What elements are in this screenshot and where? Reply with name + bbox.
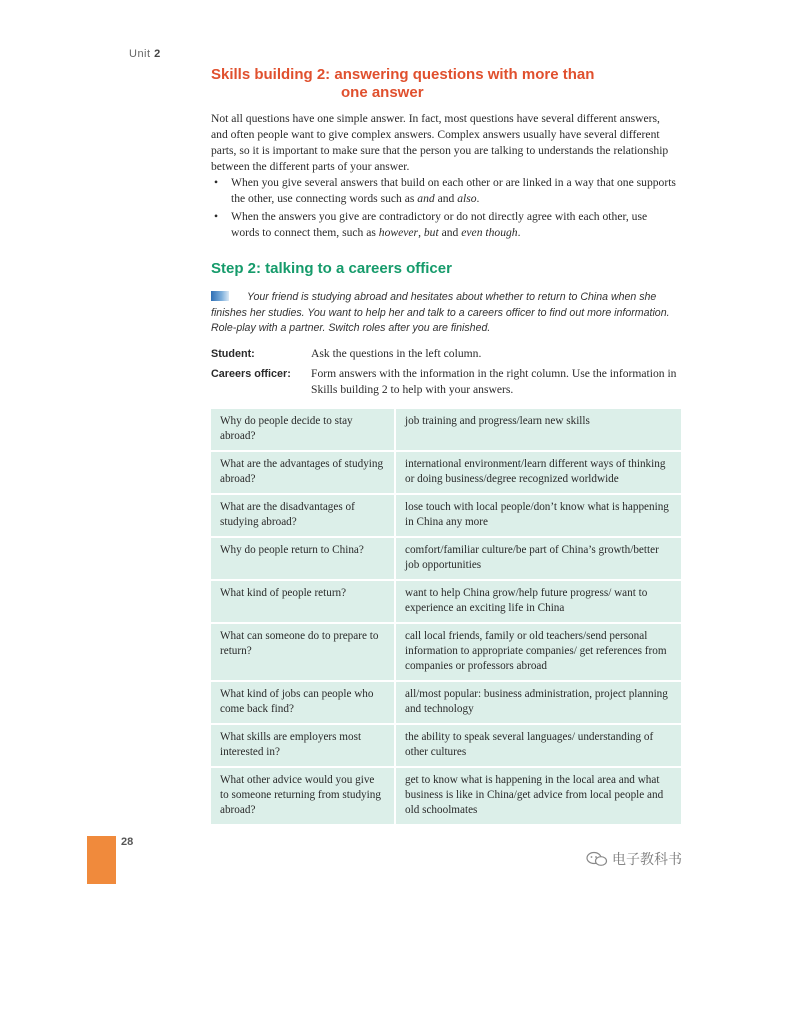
role-row-careers-officer: [211, 366, 677, 398]
question-cell: What can someone do to prepare to return?: [211, 623, 395, 681]
role-text: Ask the questions in the left column.: [311, 347, 482, 360]
answer-cell: lose touch with local people/don’t know what is happening in China any more: [395, 494, 681, 537]
qa-table: [211, 409, 681, 824]
section-title-line1: Skills building 2: answering questions with more than: [211, 66, 595, 83]
intro-paragraph: Not all questions have one simple answer. In fact, most questions have several different answers, and often people want to give complex answers. Complex answers usually have several different parts, so it is important to make sure that the person you are talking to understands the relationship between the different parts of your answer.: [211, 112, 669, 173]
answer-cell: call local friends, family or old teachers/send personal information to appropriate companies/ get references from companies or professors abroad: [395, 623, 681, 681]
table-row: [211, 681, 681, 724]
question-cell: What skills are employers most interested in?: [211, 724, 395, 767]
question-cell: What are the advantages of studying abroad?: [211, 451, 395, 494]
answer-cell: international environment/learn different ways of thinking or doing business/degree recognized worldwide: [395, 451, 681, 494]
table-row: [211, 451, 681, 494]
answer-cell: all/most popular: business administration, project planning and technology: [395, 681, 681, 724]
role-row-student: [211, 346, 677, 362]
table-row: [211, 409, 681, 451]
table-row: [211, 580, 681, 623]
page-number: 28: [121, 836, 134, 848]
wechat-icon: [586, 851, 608, 867]
answer-cell: get to know what is happening in the local area and what business is like in China/get advice from local people and old schoolmates: [395, 767, 681, 824]
activity-instructions: Your friend is studying abroad and hesitates about whether to return to China when she finishes her studies. You want to help her and talk to a careers officer to find out more information. Role-play with a partner. Switch roles after you are finished.: [211, 291, 670, 334]
table-row: [211, 724, 681, 767]
bullet-item: • When the answers you give are contradictory or do not directly agree with each other, use words to connect them, such as however, but and even though.: [214, 210, 648, 239]
table-row: [211, 494, 681, 537]
question-cell: What kind of people return?: [211, 580, 395, 623]
answer-cell: want to help China grow/help future progress/ want to experience an exciting life in China: [395, 580, 681, 623]
question-cell: What are the disadvantages of studying abroad?: [211, 494, 395, 537]
role-label: Careers officer:: [211, 368, 291, 380]
watermark: [586, 849, 682, 869]
question-cell: Why do people decide to stay abroad?: [211, 409, 395, 451]
unit-number: 2: [154, 48, 161, 60]
question-cell: What other advice would you give to someone returning from studying abroad?: [211, 767, 395, 824]
section-title: [211, 66, 671, 102]
roles-list: [211, 346, 677, 402]
role-text: Form answers with the information in the right column. Use the information in Skills building 2 to help with your answers.: [311, 367, 677, 396]
bullet-item: • When you give several answers that build on each other or are linked in a way that one supports the other, use connecting words such as and and also.: [214, 176, 676, 205]
section-title-line2: one answer: [341, 84, 424, 101]
answer-cell: the ability to speak several languages/ understanding of other cultures: [395, 724, 681, 767]
answer-cell: job training and progress/learn new skills: [405, 415, 590, 427]
step-title: Step 2: talking to a careers officer: [211, 260, 452, 277]
watermark-text: 电子教科书: [612, 851, 682, 867]
bullet-dot-icon: •: [214, 176, 219, 189]
answer-cell: comfort/familiar culture/be part of China’s growth/better job opportunities: [395, 537, 681, 580]
bullet-dot-icon: •: [214, 210, 219, 223]
question-cell: Why do people return to China?: [211, 537, 395, 580]
bullet-list: [211, 175, 677, 243]
table-row: [211, 767, 681, 824]
unit-label-text: Unit: [129, 48, 151, 60]
unit-label: [129, 48, 161, 60]
table-row: [211, 537, 681, 580]
table-row: [211, 623, 681, 681]
page-tab-marker: [87, 836, 116, 884]
role-label: Student:: [211, 348, 255, 360]
question-cell: What kind of jobs can people who come back find?: [211, 681, 395, 724]
